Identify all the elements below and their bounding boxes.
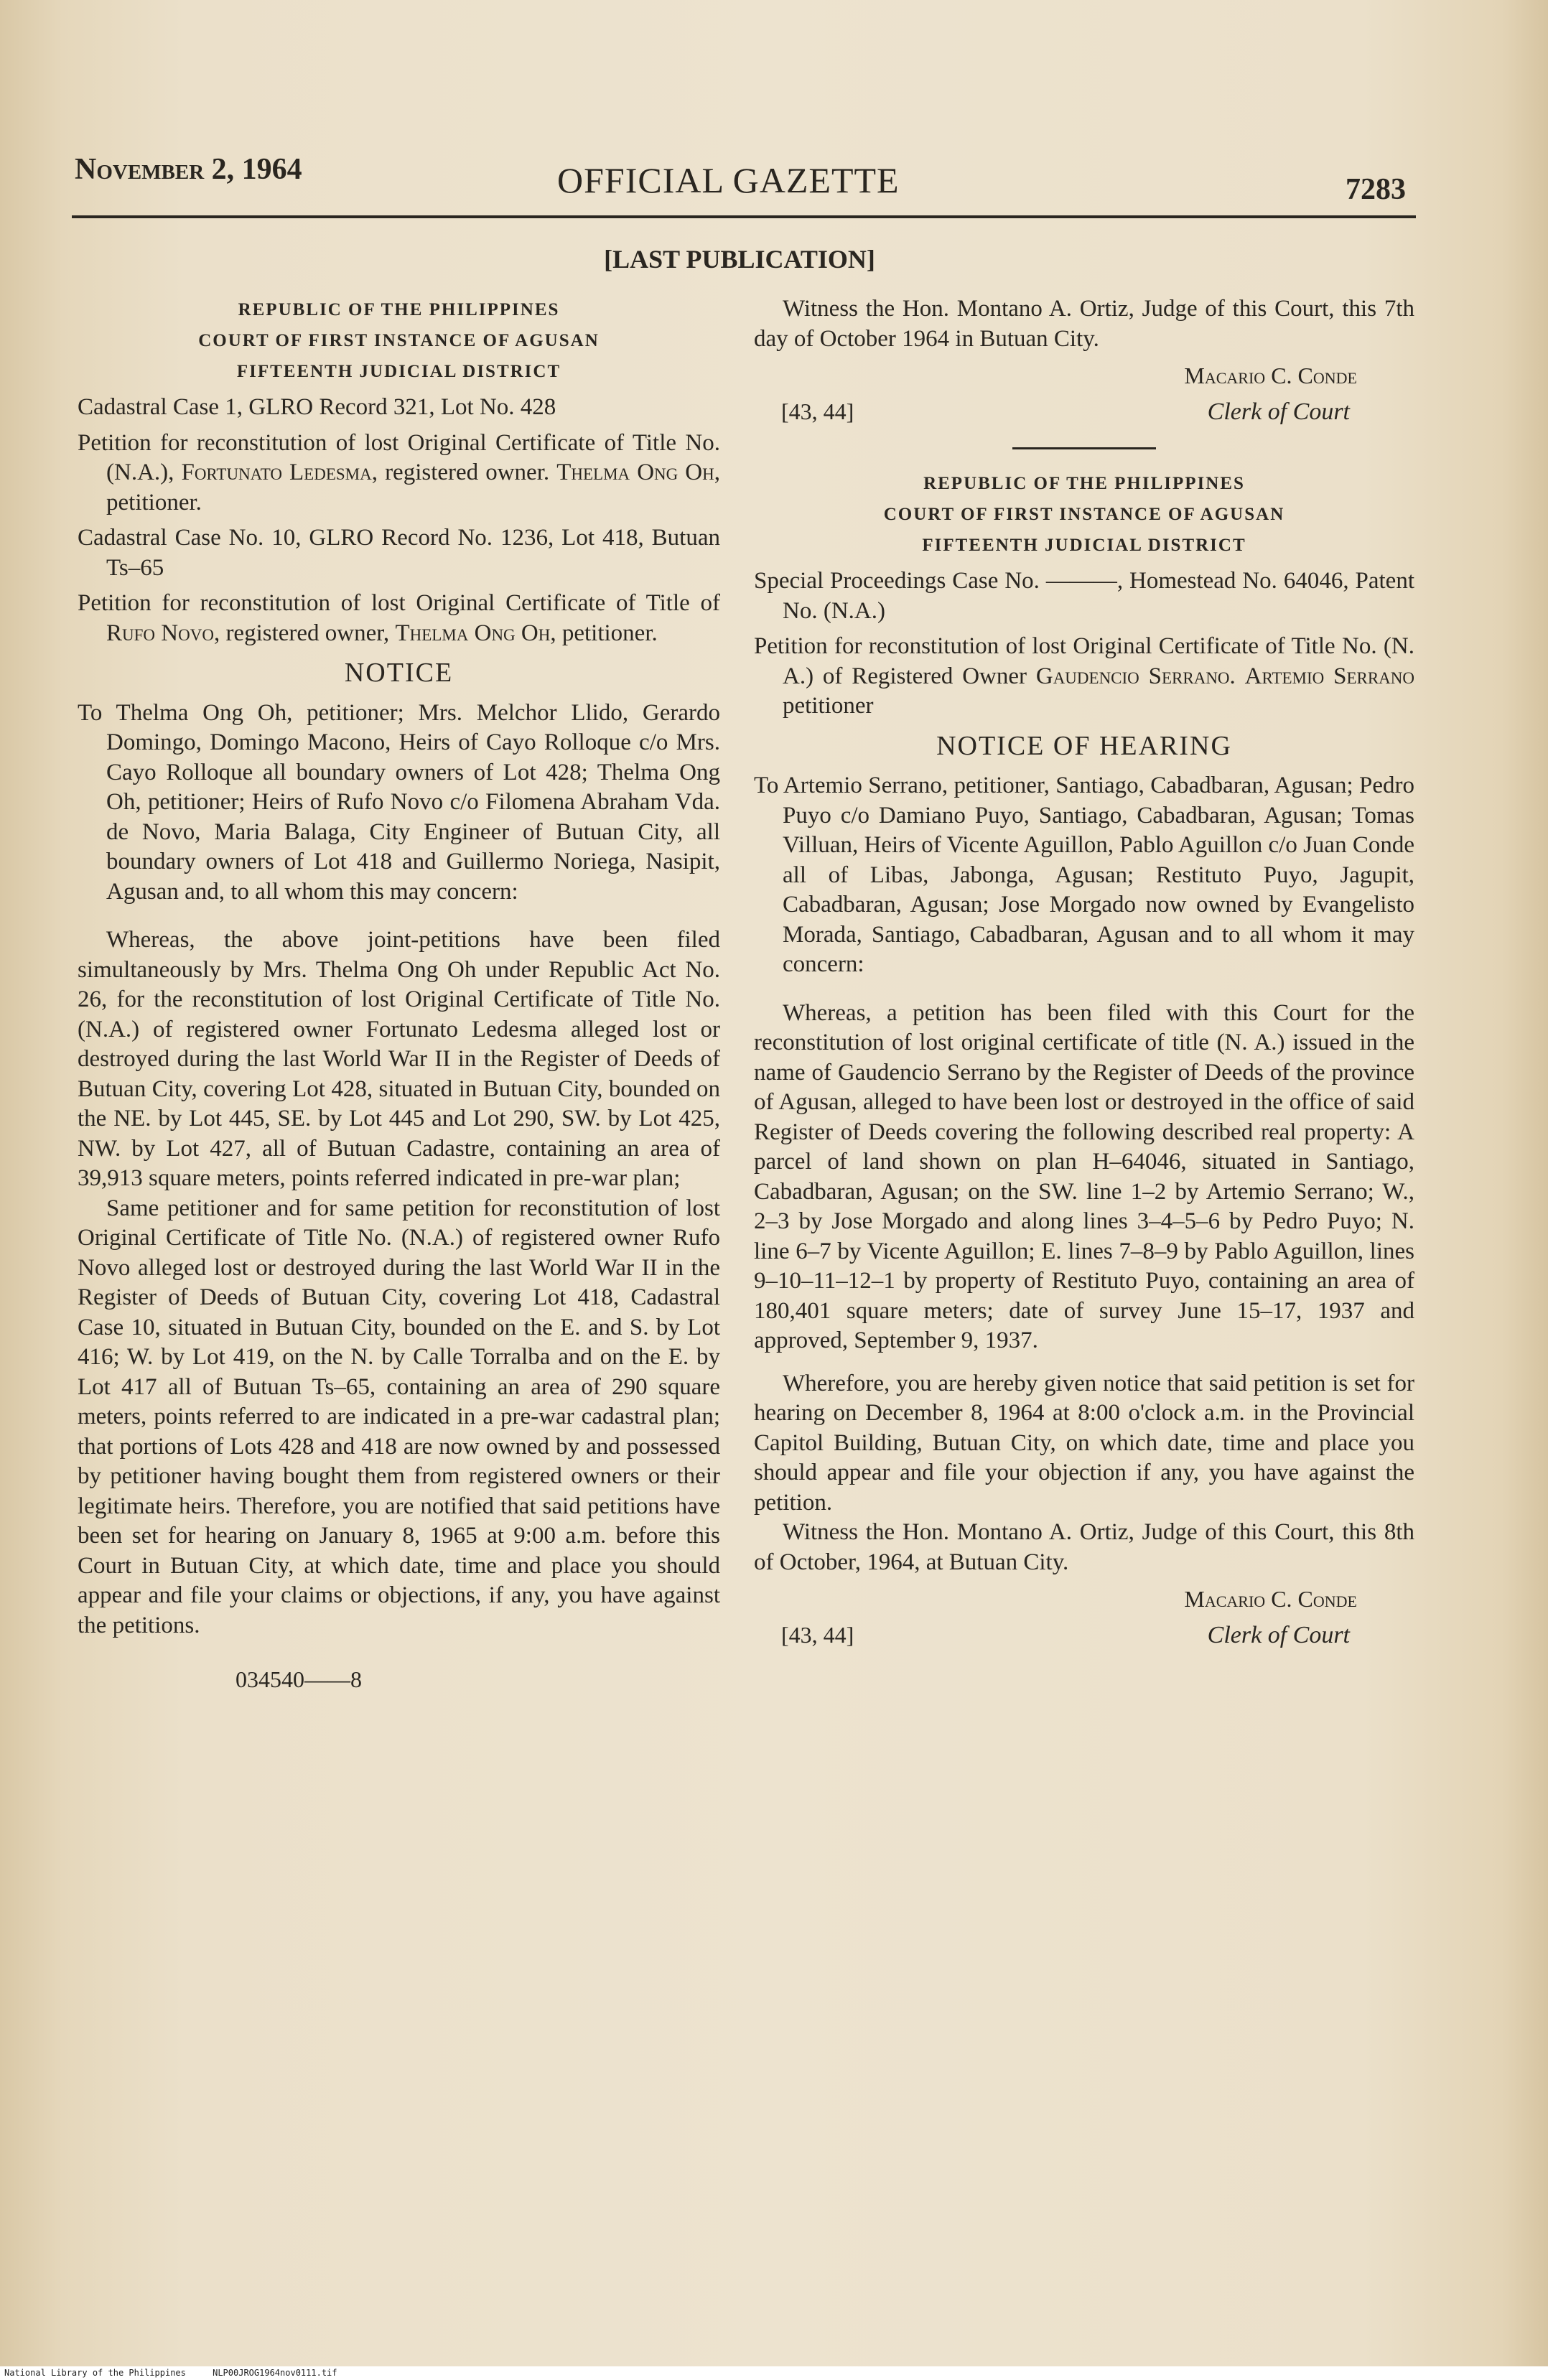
court-line: REPUBLIC OF THE PHILIPPINES xyxy=(238,300,560,319)
section-divider xyxy=(1012,447,1156,449)
right-column xyxy=(754,294,1414,1655)
issue-reference: [43, 44] xyxy=(781,398,854,424)
owner-name: Fortunato Ledesma xyxy=(181,459,372,485)
page-number: 7283 xyxy=(1346,173,1406,206)
petition-description: Petition for reconstitution of lost Original Certificate of Title No. (N. A.) of Registered Owner Gaudencio Serrano. Artemio Serrano petitioner xyxy=(754,633,1415,719)
body-paragraph: Whereas, a petition has been filed with this Court for the reconstitution of lost original certificate of title (N. A.) issued in the name of Gaudencio Serrano by the Register of Deeds of the province of Agusan, alleged to have been lost or destroyed in the office of said Register of Deeds covering the following described real property: A parcel of land shown on plan H–64046, situated in Santiago, Cabadbaran, Agusan; on the SW. line 1–2 by Artemio Serrano; W., 2–3 by Jose Morgado and along lines 3–4–5–6 by Pedro Puyo; N. line 6–7 by Vicente Aguillon; E. lines 7–8–9 by Pablo Aguillon, lines 9–10–11–12–1 by property of Restituto Puyo, containing an area of 180,401 square meters; date of survey June 15–17, 1937 and approved, September 9, 1937. xyxy=(754,999,1414,1353)
court-line: FIFTEENTH JUDICIAL DISTRICT xyxy=(922,536,1246,555)
addressees: To Artemio Serrano, petitioner, Santiago, Cabadbaran, Agusan; Pedro Puyo c/o Damiano Puyo, Santiago, Cabadbaran, Agusan; Tomas Villuan, Heirs of Vicente Aguillon, Pablo Aguillon c/o Juan Conde all of Libas, Jabonga, Agusan; Restituto Puyo, Jagupit, Cabadbaran, Agusan; Jose Morgado now owned by Evangelisto Morada, Santiago, Cabadbaran, Agusan and to all whom it may concern: xyxy=(754,773,1414,977)
case-title: Special Proceedings Case No. ———, Homestead No. 64046, Patent No. (N.A.) xyxy=(754,568,1414,624)
court-line: COURT OF FIRST INSTANCE OF AGUSAN xyxy=(883,505,1285,524)
petitioner-name: Thelma Ong Oh xyxy=(556,459,714,485)
court-line: REPUBLIC OF THE PHILIPPINES xyxy=(923,474,1245,493)
signature-block xyxy=(754,361,1414,431)
court-heading xyxy=(78,294,720,387)
library-credit: National Library of the Philippines xyxy=(4,2368,186,2378)
notice-heading: NOTICE xyxy=(344,658,454,688)
header-rule xyxy=(72,215,1416,218)
case-title: Cadastral Case 1, GLRO Record 321, Lot No. 428 xyxy=(78,394,556,420)
petition-description: Petition for reconstitution of lost Original Certificate of Title No. (N.A.), Fortunato Ledesma, registered owner. Thelma Ong Oh, petitioner. xyxy=(78,429,721,515)
signatory-name: Macario C. Conde xyxy=(1184,1586,1357,1612)
signatory-name: Macario C. Conde xyxy=(1184,363,1357,388)
notice-heading: NOTICE OF HEARING xyxy=(936,730,1232,761)
publication-code: 034540——8 xyxy=(236,1666,362,1692)
file-name: NLP00JROG1964nov0111.tif xyxy=(213,2368,337,2378)
case-title: Cadastral Case No. 10, GLRO Record No. 1236, Lot 418, Butuan Ts–65 xyxy=(78,525,720,581)
owner-name: Rufo Novo xyxy=(106,620,214,646)
petitioner-name: Artemio Serrano xyxy=(1244,663,1415,689)
petitioner-name: Thelma Ong Oh xyxy=(395,620,551,646)
signatory-title: Clerk of Court xyxy=(1207,398,1350,425)
owner-name: Gaudencio Serrano xyxy=(1035,663,1230,689)
body-paragraph: Wherefore, you are hereby given notice that said petition is set for hearing on December 8, 1964 at 8:00 o'clock a.m. in the Provincial Capitol Building, Butuan City, on which date, time and place you should appear and file your objection if any, you have against the petition. xyxy=(754,1370,1414,1516)
signature-block xyxy=(754,1585,1414,1655)
left-column xyxy=(78,294,720,1695)
witness-clause: Witness the Hon. Montano A. Ortiz, Judge of this Court, this 7th day of October 1964 in Butuan City. xyxy=(754,296,1414,352)
body-paragraph: Whereas, the above joint-petitions have been filed simultaneously by Mrs. Thelma Ong Oh under Republic Act No. 26, for the reconstitution of lost Original Certificate of Title No. (N.A.) of registered owner Fortunato Ledesma alleged lost or destroyed during the last World War II in the Register of Deeds of Butuan City, covering Lot 428, situated in Butuan City, bounded on the NE. by Lot 445, SE. by Lot 445 and Lot 290, SW. by Lot 425, NW. by Lot 427, all of Butuan Cadastre, containing an area of 39,913 square meters, points referred indicated in pre-war plan; xyxy=(78,927,720,1191)
body-paragraph: Same petitioner and for same petition for reconstitution of lost Original Certificate of Title No. (N.A.) of registered owner Rufo Novo alleged lost or destroyed during the last World War II in the Register of Deeds of Butuan City, covering Lot 418, Cadastral Case 10, situated in Butuan City, bounded on the E. and S. by Lot 416; W. by Lot 419, on the N. by Calle Torralba and on the E. by Lot 417 all of Butuan Ts–65, containing an area of 290 square meters, points referred to are indicated in a pre-war cadastral plan; that portions of Lots 428 and 418 are now owned by and possessed by petitioner having bought them from registered owners or their legitimate heirs. Therefore, you are notified that said petitions have been set for hearing on January 8, 1965 at 9:00 a.m. before this Court in Butuan City, at which date, time and place you should appear and file your claims or objections, if any, you have against the petitions. xyxy=(78,1195,720,1638)
petition-description: Petition for reconstitution of lost Original Certificate of Title of Rufo Novo, registered owner, Thelma Ong Oh, petitioner. xyxy=(78,590,720,646)
addressees: To Thelma Ong Oh, petitioner; Mrs. Melchor Llido, Gerardo Domingo, Domingo Macono, Heirs of Cayo Rolloque c/o Mrs. Cayo Rolloque all boundary owners of Lot 428; Thelma Ong Oh, petitioner; Heirs of Rufo Novo c/o Filomena Abraham Vda. de Novo, Maria Balaga, City Engineer of Butuan City, all boundary owners of Lot 418 and Guillermo Noriega, Nasipit, Agusan and, to all whom this may concern: xyxy=(78,699,720,905)
witness-clause: Witness the Hon. Montano A. Ortiz, Judge of this Court, this 8th of October, 1964, at Butuan City. xyxy=(754,1519,1414,1575)
issue-date: November 2, 1964 xyxy=(75,153,302,186)
scan-footer xyxy=(0,2366,1548,2380)
publication-title: OFFICIAL GAZETTE xyxy=(557,160,900,200)
signatory-title: Clerk of Court xyxy=(1207,1622,1350,1648)
court-line: FIFTEENTH JUDICIAL DISTRICT xyxy=(236,362,561,381)
court-heading xyxy=(754,468,1414,561)
issue-reference: [43, 44] xyxy=(781,1622,854,1648)
court-line: COURT OF FIRST INSTANCE OF AGUSAN xyxy=(198,331,600,350)
last-publication-label: [LAST PUBLICATION] xyxy=(604,245,875,274)
